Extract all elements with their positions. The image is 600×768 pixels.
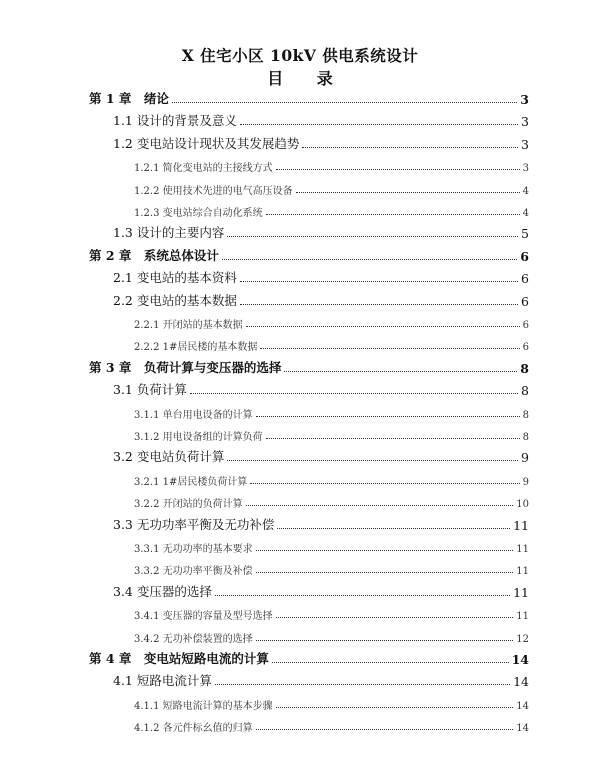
dot-leader [246, 505, 514, 506]
toc-entry-page-number: 11 [513, 517, 529, 533]
toc-entry-level-1[interactable] [89, 87, 529, 107]
dot-leader [215, 684, 510, 685]
dot-leader [276, 617, 514, 618]
toc-entry-page-number: 8 [522, 409, 529, 421]
toc-entry-title: 3.3 无功功率平衡及无功补偿 [113, 516, 275, 532]
toc-entry-title: 1.2 变电站设计现状及其发展趋势 [113, 135, 300, 151]
dot-leader [256, 416, 520, 417]
toc-entry-page-number: 11 [516, 611, 529, 623]
document-title: X 住宅小区 10kV 供电系统设计 [181, 46, 419, 65]
toc-entry-level-3[interactable] [134, 311, 529, 331]
toc-entry-page-number: 6 [521, 293, 529, 309]
toc-entry-title: 第 3 章 负荷计算与变压器的选择 [89, 359, 282, 375]
dot-leader [296, 192, 520, 193]
toc-entry-level-3[interactable] [134, 177, 529, 197]
toc-entry-title: 3.3.2 无功功率平衡及补偿 [134, 566, 253, 578]
toc-entry-level-3[interactable] [134, 535, 529, 555]
toc-entry-page-number: 10 [516, 499, 529, 511]
toc-entry-title: 3.1.2 用电设备组的计算负荷 [134, 432, 263, 443]
toc-entry-title: 3.1 负荷计算 [113, 382, 187, 398]
dot-leader [266, 438, 520, 439]
toc-entry-level-3[interactable] [134, 333, 529, 353]
toc-entry-page-number: 14 [513, 674, 529, 690]
dot-leader [246, 326, 520, 327]
toc-entry-page-number: 14 [511, 652, 529, 667]
toc-entry-level-3[interactable] [134, 714, 529, 734]
dot-leader [240, 281, 518, 282]
toc-entry-page-number: 11 [516, 544, 529, 555]
toc-entry-page-number: 5 [521, 226, 529, 242]
toc-entry-level-1[interactable] [89, 647, 529, 667]
dot-leader [250, 483, 519, 484]
dot-leader [260, 348, 519, 349]
toc-entry-page-number: 12 [516, 633, 529, 645]
toc-entry-page-number: 14 [516, 700, 529, 712]
toc-entry-page-number: 6 [522, 342, 529, 354]
toc-entry-level-2[interactable] [113, 289, 529, 309]
toc-entry-title: 4.1.2 各元件标幺值的归算 [134, 723, 253, 735]
toc-entry-title: 1.2.3 变电站综合自动化系统 [134, 208, 263, 219]
dot-leader [256, 640, 514, 641]
toc-entry-title: 2.2.1 开闭站的基本数据 [134, 320, 243, 331]
toc-entry-level-2[interactable] [113, 132, 529, 152]
toc-entry-title: 3.2.2 开闭站的负荷计算 [134, 499, 243, 511]
toc-entry-title: 1.2.2 使用技术先进的电气高压设备 [134, 185, 293, 197]
toc-entry-level-3[interactable] [134, 602, 529, 622]
toc-entry-title: 第 1 章 绪论 [89, 91, 169, 106]
dot-leader [276, 707, 514, 708]
toc-entry-level-2[interactable] [113, 580, 529, 600]
dot-leader [284, 371, 517, 372]
toc-entry-title: 2.1 变电站的基本资料 [113, 270, 237, 286]
toc-entry-level-2[interactable] [113, 669, 529, 689]
toc-entry-title: 3.4 变压器的选择 [113, 583, 212, 599]
toc-entry-title: 1.2.1 简化变电站的主接线方式 [134, 163, 273, 175]
toc-entry-level-3[interactable] [134, 625, 529, 645]
dot-leader [256, 550, 514, 551]
toc-entry-page-number: 9 [521, 450, 529, 466]
toc-entry-title: 4.1 短路电流计算 [113, 673, 212, 689]
toc-entry-level-2[interactable] [113, 266, 529, 286]
dot-leader [272, 662, 509, 663]
toc-entry-level-3[interactable] [134, 401, 529, 421]
toc-entry-page-number: 11 [513, 584, 529, 600]
toc-entry-level-3[interactable] [134, 199, 529, 219]
toc-entry-page-number: 8 [522, 432, 529, 443]
toc-entry-title: 第 4 章 变电站短路电流的计算 [89, 651, 269, 666]
dot-leader [215, 595, 510, 596]
dot-leader [256, 729, 514, 730]
toc-heading: 目 录 [267, 69, 347, 88]
toc-entry-title: 3.3.1 无功功率的基本要求 [134, 544, 253, 555]
toc-entry-title: 3.4.2 无功补偿装置的选择 [134, 633, 253, 645]
toc-entry-level-2[interactable] [113, 221, 529, 241]
toc-entry-page-number: 11 [516, 566, 529, 578]
toc-entry-level-2[interactable] [113, 445, 529, 465]
dot-leader [240, 304, 518, 305]
dot-leader [302, 147, 518, 148]
toc-entry-page-number: 3 [522, 163, 529, 175]
toc-entry-level-2[interactable] [113, 109, 529, 129]
dot-leader [172, 102, 517, 103]
toc-entry-title: 3.2.1 1#居民楼负荷计算 [134, 476, 248, 488]
toc-entry-level-3[interactable] [134, 154, 529, 174]
toc-entry-page-number: 6 [521, 271, 529, 287]
toc-entry-title: 3.2 变电站负荷计算 [113, 449, 225, 465]
dot-leader [240, 124, 518, 125]
toc-entry-title: 第 2 章 系统总体设计 [89, 247, 219, 263]
dot-leader [266, 214, 520, 215]
dot-leader [227, 460, 518, 461]
toc-entry-level-3[interactable] [134, 490, 529, 510]
toc-entry-page-number: 9 [522, 476, 529, 488]
toc-entry-page-number: 3 [521, 136, 529, 152]
toc-entry-page-number: 8 [521, 383, 529, 399]
toc-entry-title: 1.3 设计的主要内容 [113, 225, 225, 241]
toc-entry-page-number: 6 [520, 248, 529, 264]
toc-entry-level-2[interactable] [113, 513, 529, 533]
toc-entry-title: 2.2.2 1#居民楼的基本数据 [134, 342, 258, 354]
dot-leader [256, 572, 514, 573]
toc-entry-title: 4.1.1 短路电流计算的基本步骤 [134, 700, 273, 712]
toc-entry-page-number: 3 [520, 92, 529, 107]
toc-entry-page-number: 4 [522, 185, 529, 197]
toc-entry-title: 3.4.1 变压器的容量及型号选择 [134, 611, 273, 623]
dot-leader [276, 169, 520, 170]
toc-entry-title: 1.1 设计的背景及意义 [113, 113, 237, 129]
toc-entry-level-3[interactable] [134, 557, 529, 577]
dot-leader [190, 393, 518, 394]
dot-leader [277, 528, 510, 529]
toc-entry-level-1[interactable] [89, 244, 529, 264]
toc-entry-level-1[interactable] [89, 356, 529, 376]
toc-entry-page-number: 4 [522, 208, 529, 219]
toc-entry-title: 3.1.1 单台用电设备的计算 [134, 409, 253, 421]
toc-entry-page-number: 14 [516, 723, 529, 735]
toc-entry-title: 2.2 变电站的基本数据 [113, 292, 237, 308]
toc-entry-level-3[interactable] [134, 468, 529, 488]
toc-entry-page-number: 6 [522, 320, 529, 331]
dot-leader [222, 259, 517, 260]
toc-entry-level-2[interactable] [113, 378, 529, 398]
toc-entry-level-3[interactable] [134, 423, 529, 443]
toc-entry-page-number: 8 [520, 360, 529, 376]
toc-entry-page-number: 3 [521, 114, 529, 130]
dot-leader [227, 236, 518, 237]
toc-entry-level-3[interactable] [134, 692, 529, 712]
